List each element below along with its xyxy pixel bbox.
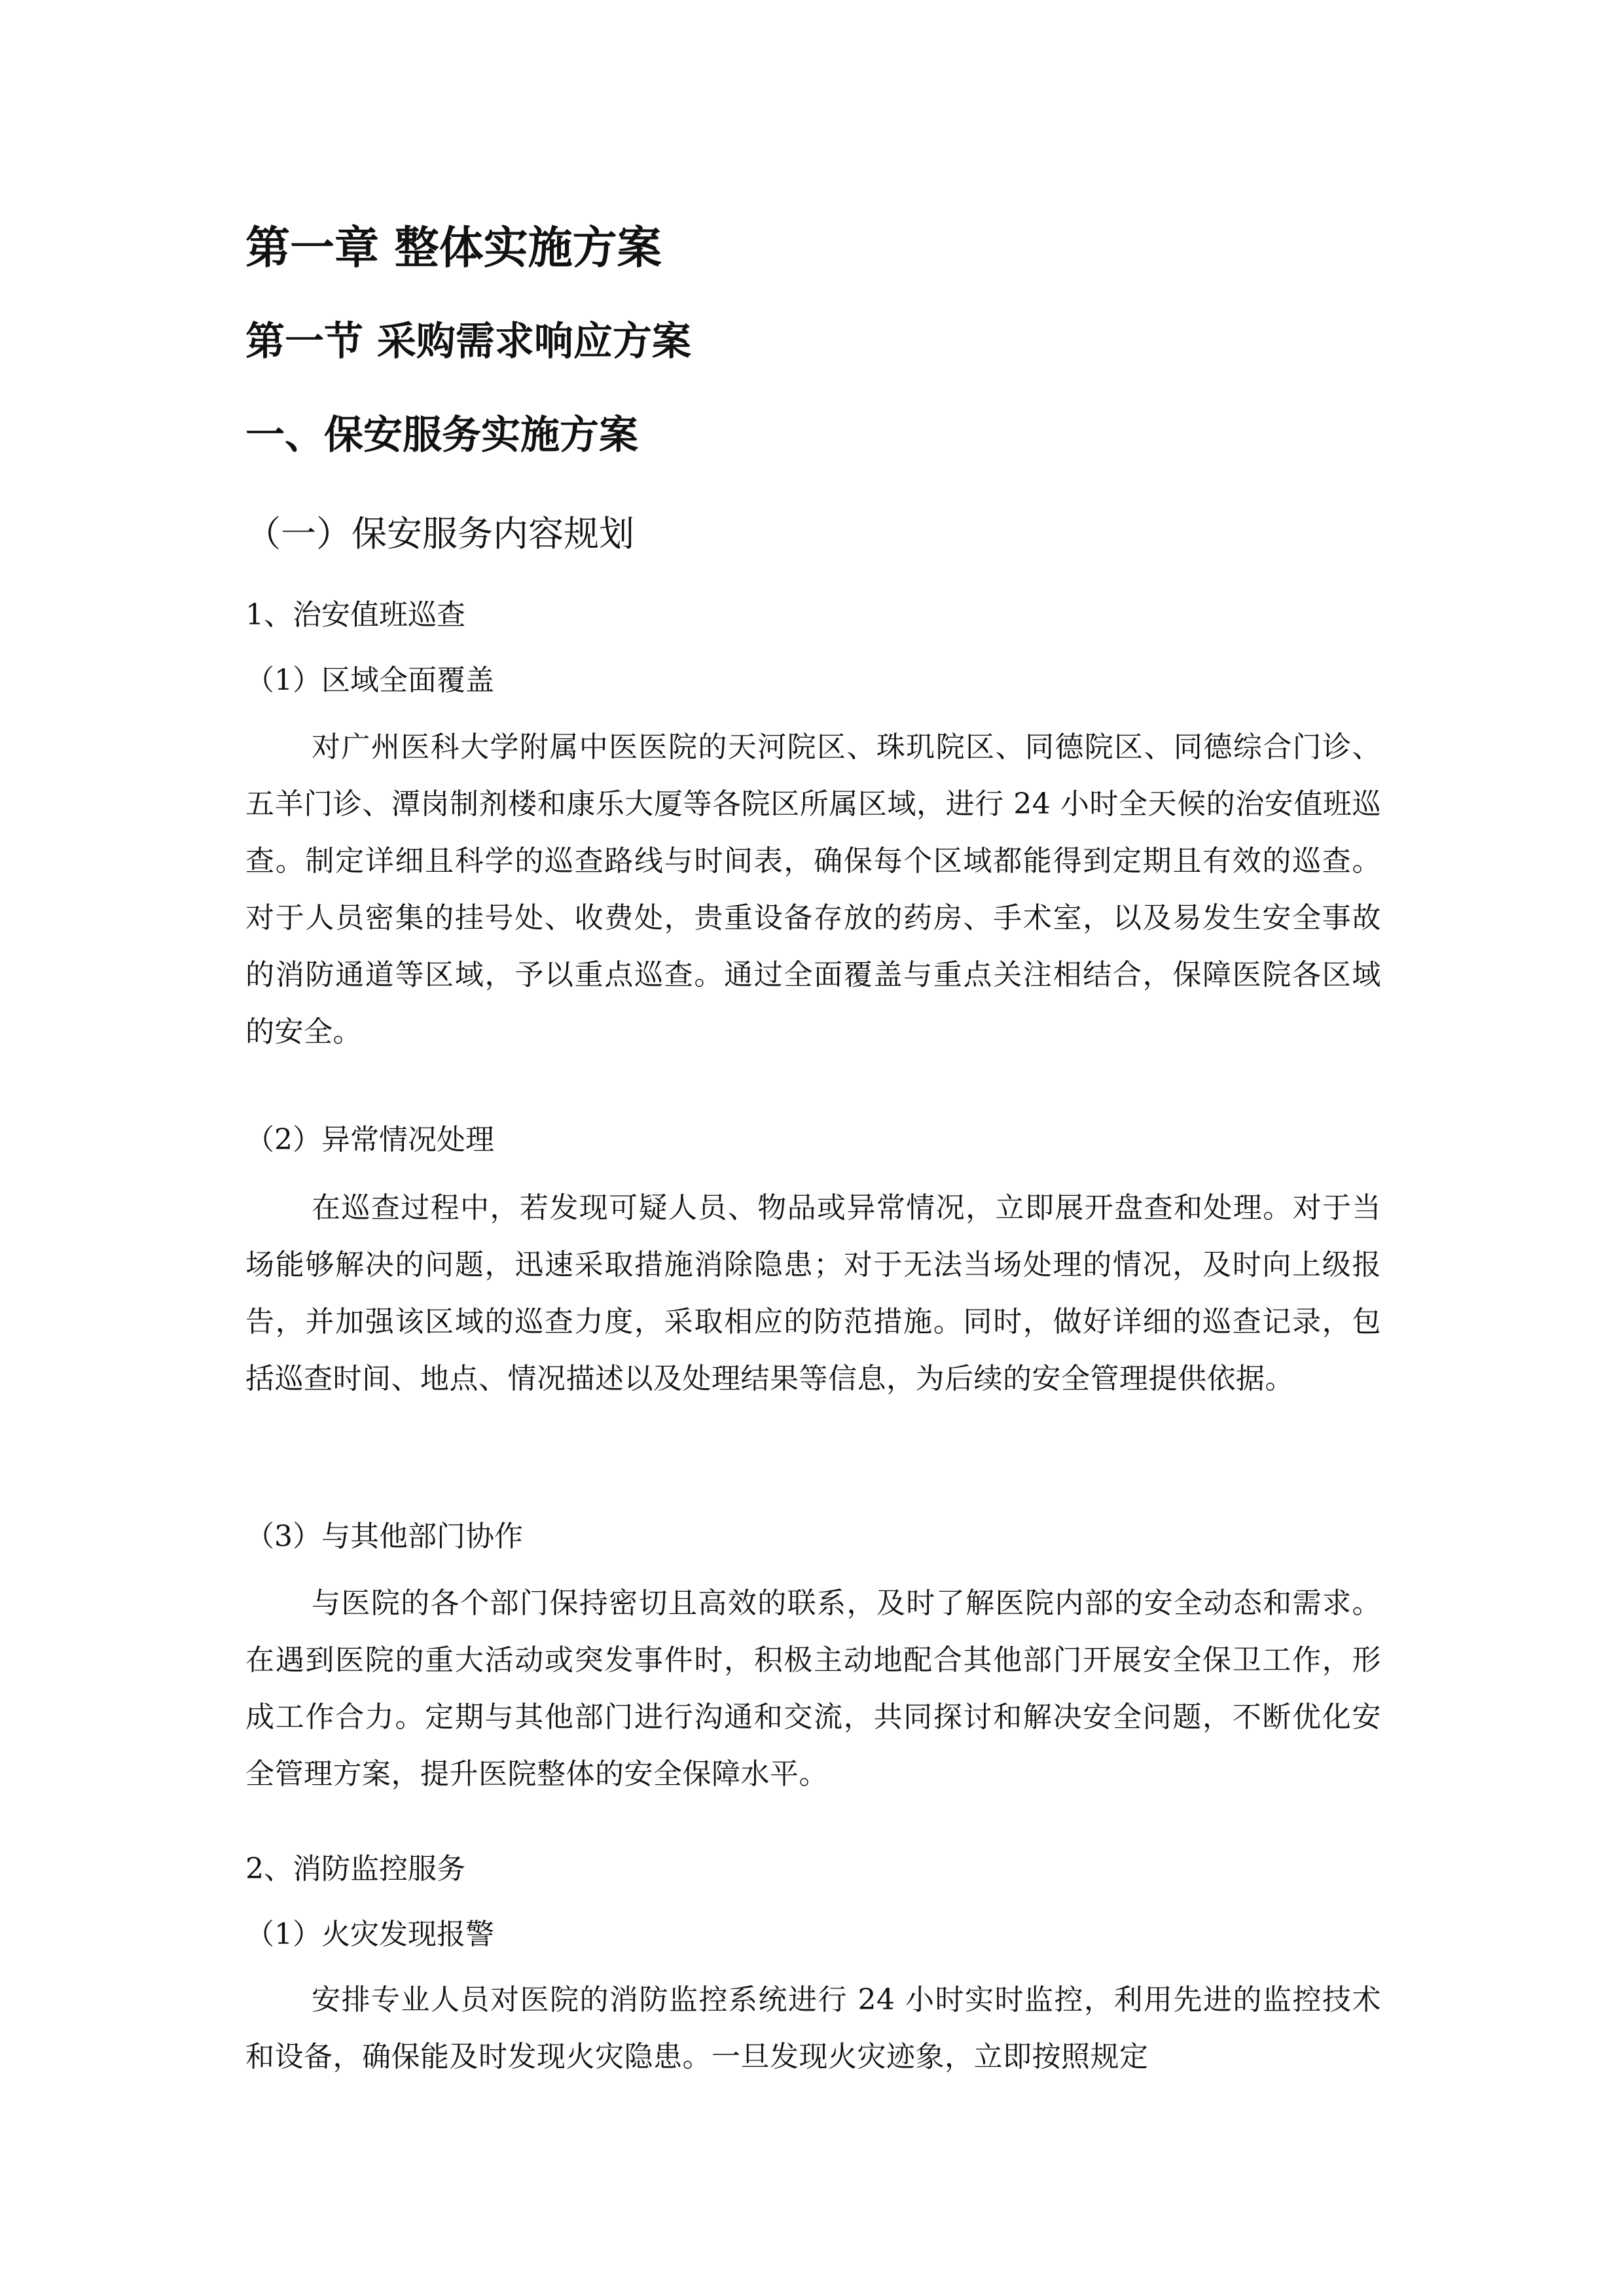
chapter-title: 第一章 整体实施方案	[245, 223, 662, 274]
paragraph-1-1: 对广州医科大学附属中医医院的天河院区、珠玑院区、同德院区、同德综合门诊、五羊门诊、潭岗制剂楼和康乐大厦等各院区所属区域，进行 24 小时全天候的治安值班巡查。制定详细且科学的巡查路线与时间表，确保每个区域都能得到定期且有效的巡查。对于人员密集的挂号处、收费处，贵重设备存放的药房、手术室，以及易发生安全事故的消防通道等区域，予以重点巡查。通过全面覆盖与重点关注相结合，保障医院各区域的安全。	[245, 730, 1381, 1049]
heading-1: 一、保安服务实施方案	[245, 412, 638, 458]
item-1-1-heading: （1）区域全面覆盖	[245, 664, 494, 697]
item-2-heading: 2、消防监控服务	[245, 1852, 465, 1886]
paragraph-1-2: 在巡查过程中，若发现可疑人员、物品或异常情况，立即展开盘查和处理。对于当场能够解决的问题，迅速采取措施消除隐患；对于无法当场处理的情况，及时向上级报告，并加强该区域的巡查力度，采取相应的防范措施。同时，做好详细的巡查记录，包括巡查时间、地点、情况描述以及处理结果等信息，为后续的安全管理提供依据。	[245, 1191, 1381, 1395]
item-1-heading: 1、治安值班巡查	[245, 598, 465, 632]
paragraph-2-1: 安排专业人员对医院的消防监控系统进行 24 小时实时监控，利用先进的监控技术和设备，确保能及时发现火灾隐患。一旦发现火灾迹象，立即按照规定	[245, 1983, 1381, 2073]
item-1-2-heading: （2）异常情况处理	[245, 1123, 494, 1157]
subheading-1: （一）保安服务内容规划	[245, 513, 634, 554]
item-2-1-heading: （1）火灾发现报警	[245, 1918, 494, 1951]
paragraph-1-3: 与医院的各个部门保持密切且高效的联系，及时了解医院内部的安全动态和需求。在遇到医院的重大活动或突发事件时，积极主动地配合其他部门开展安全保卫工作，形成工作合力。定期与其他部门进行沟通和交流，共同探讨和解决安全问题，不断优化安全管理方案，提升医院整体的安全保障水平。	[245, 1587, 1381, 1791]
item-1-3-heading: （3）与其他部门协作	[245, 1520, 523, 1553]
section-title: 第一节 采购需求响应方案	[245, 319, 691, 365]
